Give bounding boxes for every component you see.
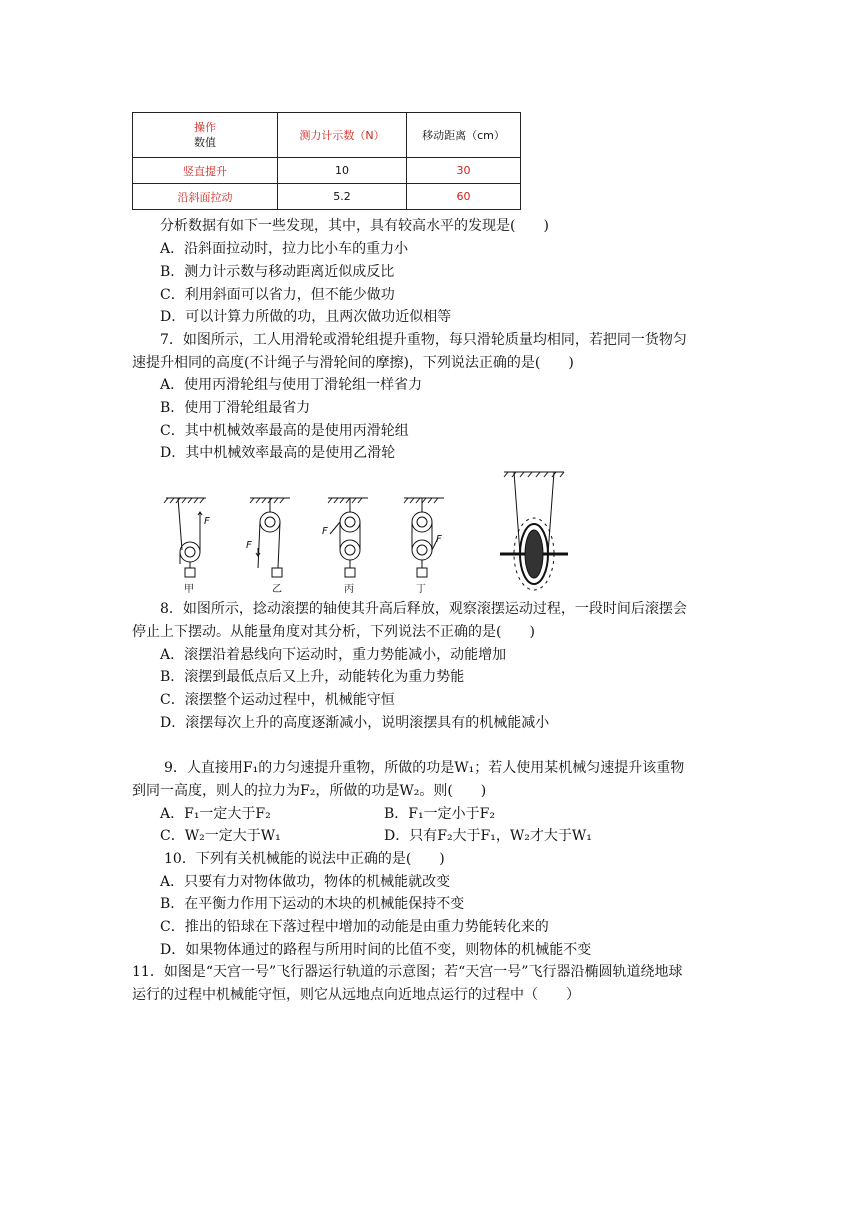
q9-option-c: C．W₂一定大于W₁ — [160, 828, 281, 844]
pulley-figure — [158, 468, 578, 598]
q8-option-b: B．滚摆到最低点后又上升，动能转化为重力势能 — [160, 669, 465, 685]
q8-stem-line2: 停止上下摆动。从能量角度对其分析，下列说法不正确的是( ) — [132, 624, 535, 640]
force-label: F — [204, 516, 210, 527]
q7-option-a: A．使用丙滑轮组与使用丁滑轮组一样省力 — [160, 377, 423, 393]
force-label: F — [246, 540, 252, 551]
q10-option-b: B．在平衡力作用下运动的木块的机械能保持不变 — [160, 896, 465, 912]
maxwell-pendulum-illustration — [500, 472, 568, 590]
header-value: 数值 — [194, 136, 216, 149]
q9-stem-line1: 9．人直接用F₁的力匀速提升重物，所做的功是W₁；若人使用某机械匀速提升该重物 — [164, 760, 685, 776]
q10-option-c: C．推出的铅球在下落过程中增加的动能是由重力势能转化来的 — [160, 919, 549, 935]
caption-jia: 甲 — [184, 584, 194, 595]
q7-option-d: D．其中机械效率最高的是使用乙滑轮 — [160, 445, 396, 461]
q7-option-b: B．使用丁滑轮组最省力 — [160, 400, 311, 416]
q9-option-d: D．只有F₂大于F₁，W₂才大于W₁ — [384, 828, 592, 844]
q7-stem-line1: 7．如图所示，工人用滑轮或滑轮组提升重物，每只滑轮质量均相同，若把同一货物匀 — [160, 332, 687, 348]
caption-ding: 丁 — [416, 584, 426, 595]
q10-stem: 10．下列有关机械能的说法中正确的是( ) — [164, 851, 445, 867]
data-table — [132, 112, 521, 210]
caption-bing: 丙 — [344, 584, 354, 595]
q6-option-b: B．测力计示数与移动距离近似成反比 — [160, 264, 395, 280]
row-label: 沿斜面拉动 — [133, 184, 278, 210]
q6-option-d: D．可以计算力所做的功，且两次做功近似相等 — [160, 309, 452, 325]
row-distance: 30 — [407, 158, 521, 184]
row-label: 竖直提升 — [133, 158, 278, 184]
q9-stem-line2: 到同一高度，则人的拉力为F₂，所做的功是W₂。则( ) — [132, 783, 487, 799]
q8-option-c: C．滚摆整个运动过程中，机械能守恒 — [160, 692, 395, 708]
header-distance: 移动距离（cm） — [407, 113, 521, 158]
table-row — [133, 158, 521, 184]
q7-stem-line2: 速提升相同的高度(不计绳子与滑轮间的摩擦)，下列说法正确的是( ) — [132, 355, 574, 371]
q9-option-a: A．F₁一定大于F₂ — [160, 806, 271, 822]
table-row — [133, 184, 521, 210]
caption-yi: 乙 — [272, 584, 282, 595]
q7-option-c: C．其中机械效率最高的是使用丙滑轮组 — [160, 423, 409, 439]
row-force: 10 — [278, 158, 407, 184]
header-operation: 操作 — [194, 121, 216, 134]
q8-stem-line1: 8．如图所示，捻动滚摆的轴使其升高后释放，观察滚摆运动过程，一段时间后滚摆会 — [160, 601, 687, 617]
q11-stem-line2: 运行的过程中机械能守恒，则它从远地点向近地点运行的过程中（ ） — [132, 987, 580, 1003]
q6-option-c: C．利用斜面可以省力，但不能少做功 — [160, 287, 395, 303]
row-force: 5.2 — [278, 184, 407, 210]
q10-option-a: A．只要有力对物体做功，物体的机械能就改变 — [160, 874, 451, 890]
q8-option-a: A．滚摆沿着悬线向下运动时，重力势能减小，动能增加 — [160, 647, 507, 663]
q6-stem: 分析数据有如下一些发现，其中，具有较高水平的发现是( ) — [160, 218, 549, 234]
q8-option-d: D．滚摆每次上升的高度逐渐减小，说明滚摆具有的机械能减小 — [160, 715, 550, 731]
header-force: 测力计示数（N） — [278, 113, 407, 158]
q6-option-a: A．沿斜面拉动时，拉力比小车的重力小 — [160, 241, 409, 257]
table-corner-header — [133, 113, 278, 158]
q10-option-d: D．如果物体通过的路程与所用时间的比值不变，则物体的机械能不变 — [160, 942, 592, 958]
q11-stem-line1: 11．如图是“天宫一号”飞行器运行轨道的示意图；若“天宫一号”飞行器沿椭圆轨道绕地球 — [132, 964, 683, 980]
q9-option-b: B．F₁一定小于F₂ — [384, 806, 495, 822]
force-label: F — [436, 534, 442, 545]
force-label: F — [322, 526, 328, 537]
row-distance: 60 — [407, 184, 521, 210]
